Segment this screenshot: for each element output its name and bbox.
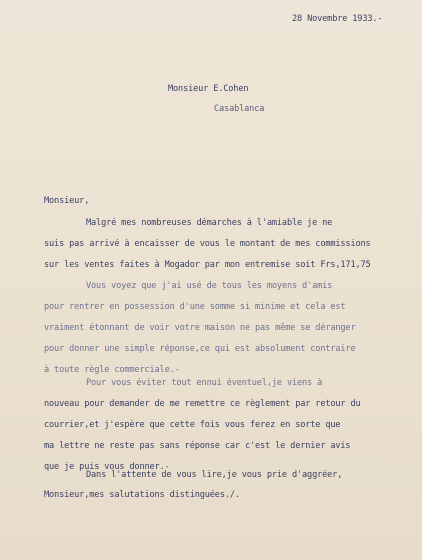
paragraph-line: vraiment étonnant de voir votre maison ne pas même se déranger <box>44 323 356 333</box>
paragraph-line: sur les ventes faites à Mogador par mon entremise soit Frs,171,75 <box>44 260 371 270</box>
letter-date: 28 Novembre 1933.- <box>292 14 383 24</box>
paragraph-line: courrier,et j'espère que cette fois vous ferez en sorte que <box>44 420 341 430</box>
paragraph-line: suis pas arrivé à encaisser de vous le montant de mes commissions <box>44 239 371 249</box>
paragraph-line: pour rentrer en possession d'une somme si minime et cela est <box>44 302 346 312</box>
paragraph-line: Pour vous éviter tout ennui éventuel,je viens à <box>86 378 323 388</box>
paragraph-line: pour donner une simple réponse,ce qui est absolument contraire <box>44 344 356 354</box>
recipient-name: Monsieur E.Cohen <box>168 84 249 94</box>
paragraph-line: que je puis vous donner.- <box>44 462 170 472</box>
salutation: Monsieur, <box>44 196 90 206</box>
paragraph-line: ma lettre ne reste pas sans réponse car c'est le dernier avis <box>44 441 351 451</box>
paragraph-line: Malgré mes nombreuses démarches à l'amiable je ne <box>86 218 333 228</box>
closing-line: Monsieur,mes salutations distinguées./. <box>44 490 240 500</box>
paragraph-line: nouveau pour demander de me remettre ce règlement par retour du <box>44 399 361 409</box>
paragraph-line: Dans l'attente de vous lire,je vous prie d'aggréer, <box>86 470 343 480</box>
recipient-city: Casablanca <box>214 104 265 114</box>
paragraph-line: Vous voyez que j'ai usé de tous les moyens d'amis <box>86 281 333 291</box>
paragraph-line: à toute règle commerciale.- <box>44 365 180 375</box>
